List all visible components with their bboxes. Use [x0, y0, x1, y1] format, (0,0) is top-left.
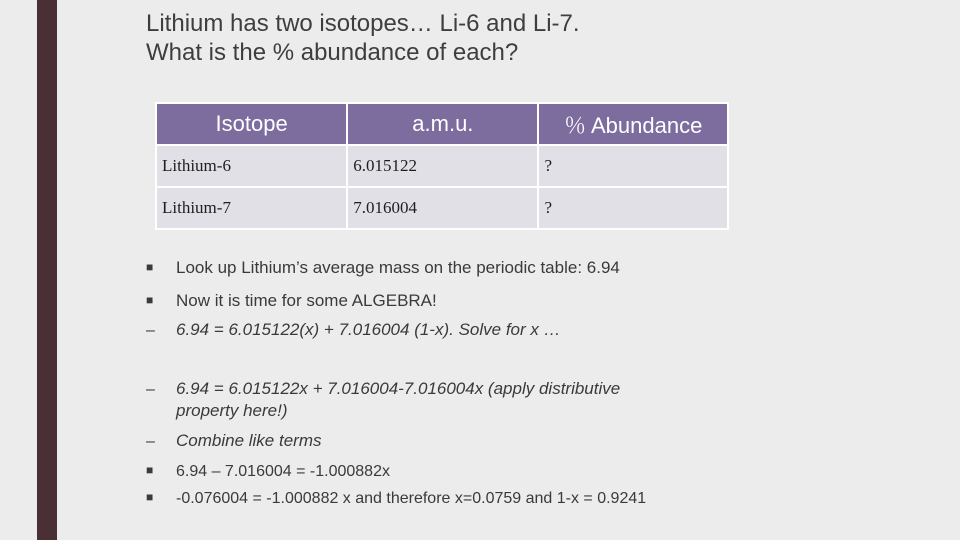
header-abundance: ％ Abundance [538, 103, 728, 145]
bullet-algebra [146, 290, 437, 311]
header-isotope: Isotope [156, 103, 347, 145]
header-amu: a.m.u. [347, 103, 538, 145]
sub-bullet-combine [146, 431, 322, 452]
dash-bullet-icon: – [146, 381, 155, 398]
table-header-row [156, 103, 728, 145]
square-bullet-icon: ■ [146, 293, 154, 307]
sub-bullet-distribute-continued: property here!) [176, 401, 288, 420]
title-line-2: What is the % abundance of each? [146, 39, 519, 66]
cell-isotope: Lithium-6 [156, 145, 347, 187]
dash-bullet-icon: – [146, 433, 155, 450]
bullet-lookup [146, 257, 620, 278]
table-row [156, 187, 728, 229]
bullet-step-2 [146, 487, 646, 509]
table-row [156, 145, 728, 187]
cell-amu: 6.015122 [347, 145, 538, 187]
bullet-text: Look up Lithium’s average mass on the periodic table: 6.94 [176, 258, 620, 277]
bullet-text: 6.94 = 6.015122(x) + 7.016004 (1-x). Solve for x … [176, 320, 561, 339]
bullet-step-1 [146, 460, 390, 482]
square-bullet-icon: ■ [146, 260, 154, 274]
bullet-text: Now it is time for some ALGEBRA! [176, 291, 437, 310]
bullet-text: 6.94 = 6.015122x + 7.016004-7.016004x (apply distributive [176, 379, 621, 398]
dash-bullet-icon: – [146, 322, 155, 339]
accent-side-bar [37, 0, 57, 540]
bullet-text: 6.94 – 7.016004 = -1.000882x [176, 463, 390, 480]
isotope-table [155, 102, 729, 230]
bullet-text: -0.076004 = -1.000882 x and therefore x=0.0759 and 1-x = 0.9241 [176, 490, 647, 507]
bullet-text: Combine like terms [176, 431, 322, 450]
slide-title [146, 9, 580, 67]
cell-abundance: ? [538, 187, 728, 229]
sub-bullet-distribute [146, 379, 620, 400]
cell-amu: 7.016004 [347, 187, 538, 229]
square-bullet-icon: ■ [146, 463, 154, 477]
cell-abundance: ? [538, 145, 728, 187]
square-bullet-icon: ■ [146, 490, 154, 504]
sub-bullet-equation [146, 320, 561, 341]
title-line-1: Lithium has two isotopes… Li-6 and Li-7. [146, 10, 580, 37]
cell-isotope: Lithium-7 [156, 187, 347, 229]
